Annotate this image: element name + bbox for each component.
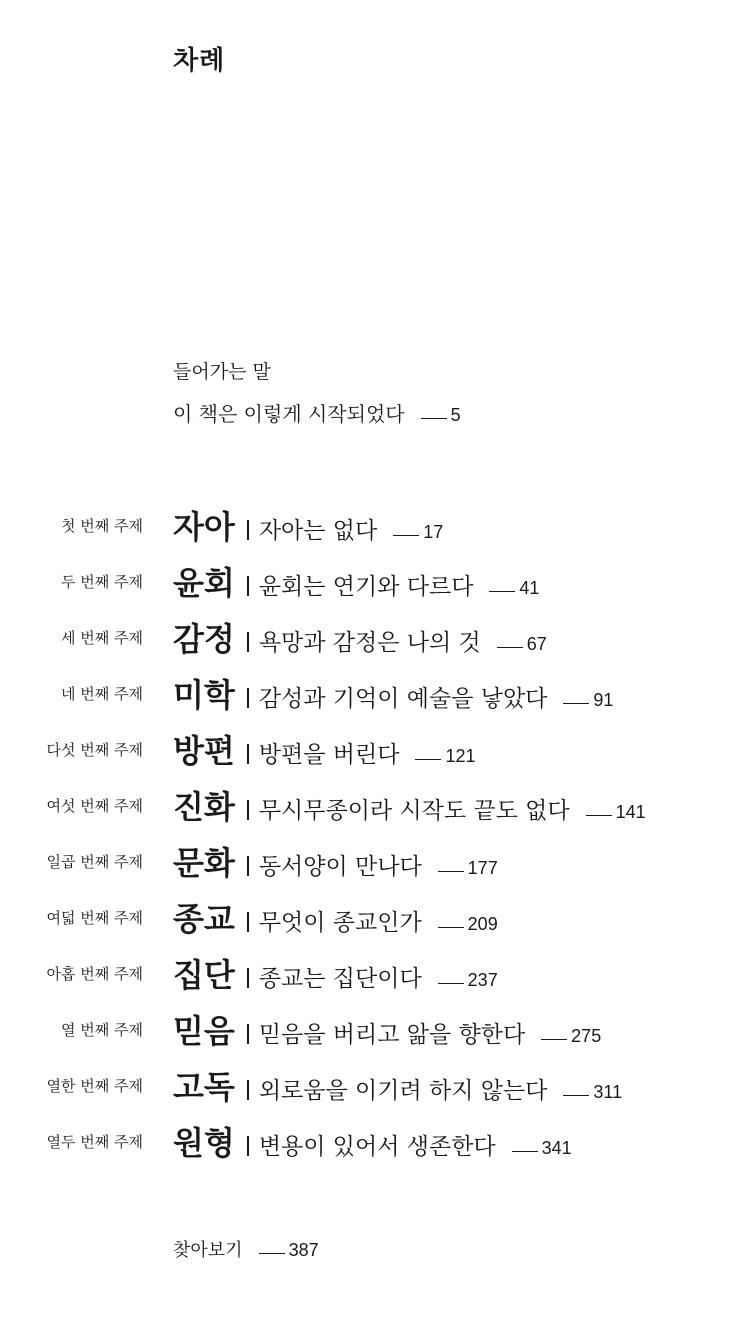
page-reference [438, 970, 498, 991]
chapter-keyword: 윤회 [173, 564, 235, 602]
page-reference [586, 802, 646, 823]
chapter-ordinal: 여섯 번째 주제 [46, 797, 143, 815]
separator-bar [247, 520, 249, 540]
leader-dash [563, 1095, 589, 1096]
leader-dash [393, 535, 419, 536]
chapter-subtitle: 종교는 집단이다 [258, 966, 422, 992]
intro-subtitle: 이 책은 이렇게 시작되었다 [173, 402, 405, 426]
chapter-keyword: 감정 [173, 620, 235, 658]
chapter-entry[interactable] [0, 612, 750, 668]
intro-entry[interactable] [173, 398, 461, 427]
separator-bar [247, 1136, 249, 1156]
separator-bar [247, 632, 249, 652]
page-reference [512, 1138, 572, 1159]
separator-bar [247, 576, 249, 596]
chapter-keyword: 방편 [173, 732, 235, 770]
chapter-keyword: 미학 [173, 676, 235, 714]
separator-bar [247, 912, 249, 932]
chapter-subtitle: 윤회는 연기와 다르다 [258, 574, 474, 600]
chapter-list [0, 500, 750, 1172]
page-number: 41 [519, 578, 540, 598]
separator-bar [247, 856, 249, 876]
separator-bar [247, 1080, 249, 1100]
chapter-entry[interactable] [0, 780, 750, 836]
page-number: 17 [423, 522, 444, 542]
chapter-ordinal: 열두 번째 주제 [46, 1133, 143, 1151]
chapter-subtitle: 믿음을 버리고 앎을 향한다 [258, 1022, 526, 1048]
page-number: 311 [593, 1082, 623, 1102]
chapter-keyword: 집단 [173, 956, 235, 994]
leader-dash [415, 759, 441, 760]
chapter-entry[interactable] [0, 1060, 750, 1116]
separator-bar [247, 968, 249, 988]
page-number: 141 [615, 802, 646, 822]
leader-dash [541, 1039, 567, 1040]
chapter-entry[interactable] [0, 556, 750, 612]
leader-dash [497, 647, 523, 648]
chapter-entry[interactable] [0, 1004, 750, 1060]
page-reference [421, 405, 461, 426]
leader-dash [489, 591, 515, 592]
chapter-ordinal: 세 번째 주제 [61, 629, 143, 647]
page-number: 121 [445, 746, 476, 766]
page-reference [541, 1026, 601, 1047]
separator-bar [247, 744, 249, 764]
page-number: 67 [526, 634, 547, 654]
page-reference [438, 914, 498, 935]
separator-bar [247, 688, 249, 708]
chapter-entry[interactable] [0, 948, 750, 1004]
chapter-entry[interactable] [0, 892, 750, 948]
chapter-ordinal: 두 번째 주제 [61, 573, 143, 591]
chapter-subtitle: 동서양이 만나다 [258, 854, 422, 880]
chapter-keyword: 믿음 [173, 1012, 235, 1050]
chapter-entry[interactable] [0, 500, 750, 556]
chapter-ordinal: 여덟 번째 주제 [46, 909, 143, 927]
chapter-subtitle: 자아는 없다 [258, 518, 378, 544]
page-reference [259, 1240, 319, 1261]
chapter-entry[interactable] [0, 724, 750, 780]
chapter-subtitle: 감성과 기억이 예술을 낳았다 [258, 686, 548, 712]
chapter-ordinal: 아홉 번째 주제 [46, 965, 143, 983]
chapter-subtitle: 방편을 버린다 [258, 742, 400, 768]
chapter-entry[interactable] [0, 1116, 750, 1172]
page-reference [563, 1082, 622, 1103]
intro-label: 들어가는 말 [173, 361, 271, 383]
chapter-ordinal: 일곱 번째 주제 [46, 853, 143, 871]
chapter-subtitle: 무시무종이라 시작도 끝도 없다 [258, 798, 570, 824]
page-number: 341 [541, 1138, 572, 1158]
intro-section [173, 358, 461, 427]
leader-dash [438, 871, 464, 872]
chapter-keyword: 종교 [173, 900, 235, 938]
chapter-ordinal: 네 번째 주제 [61, 685, 143, 703]
chapter-keyword: 자아 [173, 508, 235, 546]
page-reference [497, 634, 547, 655]
page-number: 209 [467, 914, 498, 934]
page-number: 275 [571, 1026, 602, 1046]
leader-dash [259, 1253, 285, 1254]
chapter-ordinal: 열한 번째 주제 [46, 1077, 143, 1095]
chapter-entry[interactable] [0, 836, 750, 892]
leader-dash [586, 815, 612, 816]
page-number: 177 [467, 858, 498, 878]
chapter-entry[interactable] [0, 668, 750, 724]
chapter-subtitle: 욕망과 감정은 나의 것 [258, 630, 481, 656]
chapter-ordinal: 첫 번째 주제 [61, 517, 143, 535]
page-number: 387 [288, 1240, 319, 1260]
chapter-keyword: 진화 [173, 788, 235, 826]
page-number: 91 [593, 690, 614, 710]
index-label: 찾아보기 [173, 1240, 243, 1261]
leader-dash [421, 418, 447, 419]
leader-dash [512, 1151, 538, 1152]
leader-dash [563, 703, 589, 704]
chapter-ordinal: 다섯 번째 주제 [46, 741, 143, 759]
separator-bar [247, 800, 249, 820]
page-title: 차례 [173, 46, 226, 76]
leader-dash [438, 927, 464, 928]
page-reference [489, 578, 539, 599]
chapter-subtitle: 외로움을 이기려 하지 않는다 [258, 1078, 548, 1104]
leader-dash [438, 983, 464, 984]
chapter-subtitle: 변용이 있어서 생존한다 [258, 1134, 496, 1160]
chapter-ordinal: 열 번째 주제 [61, 1021, 143, 1039]
chapter-keyword: 고독 [173, 1068, 235, 1106]
chapter-keyword: 문화 [173, 844, 235, 882]
page-reference [393, 522, 443, 543]
separator-bar [247, 1024, 249, 1044]
index-entry[interactable] [173, 1236, 319, 1262]
chapter-subtitle: 무엇이 종교인가 [258, 910, 422, 936]
page-reference [415, 746, 475, 767]
page-reference [563, 690, 613, 711]
page-number: 5 [450, 405, 461, 425]
page-number: 237 [467, 970, 498, 990]
page-reference [438, 858, 498, 879]
chapter-keyword: 원형 [173, 1124, 235, 1162]
